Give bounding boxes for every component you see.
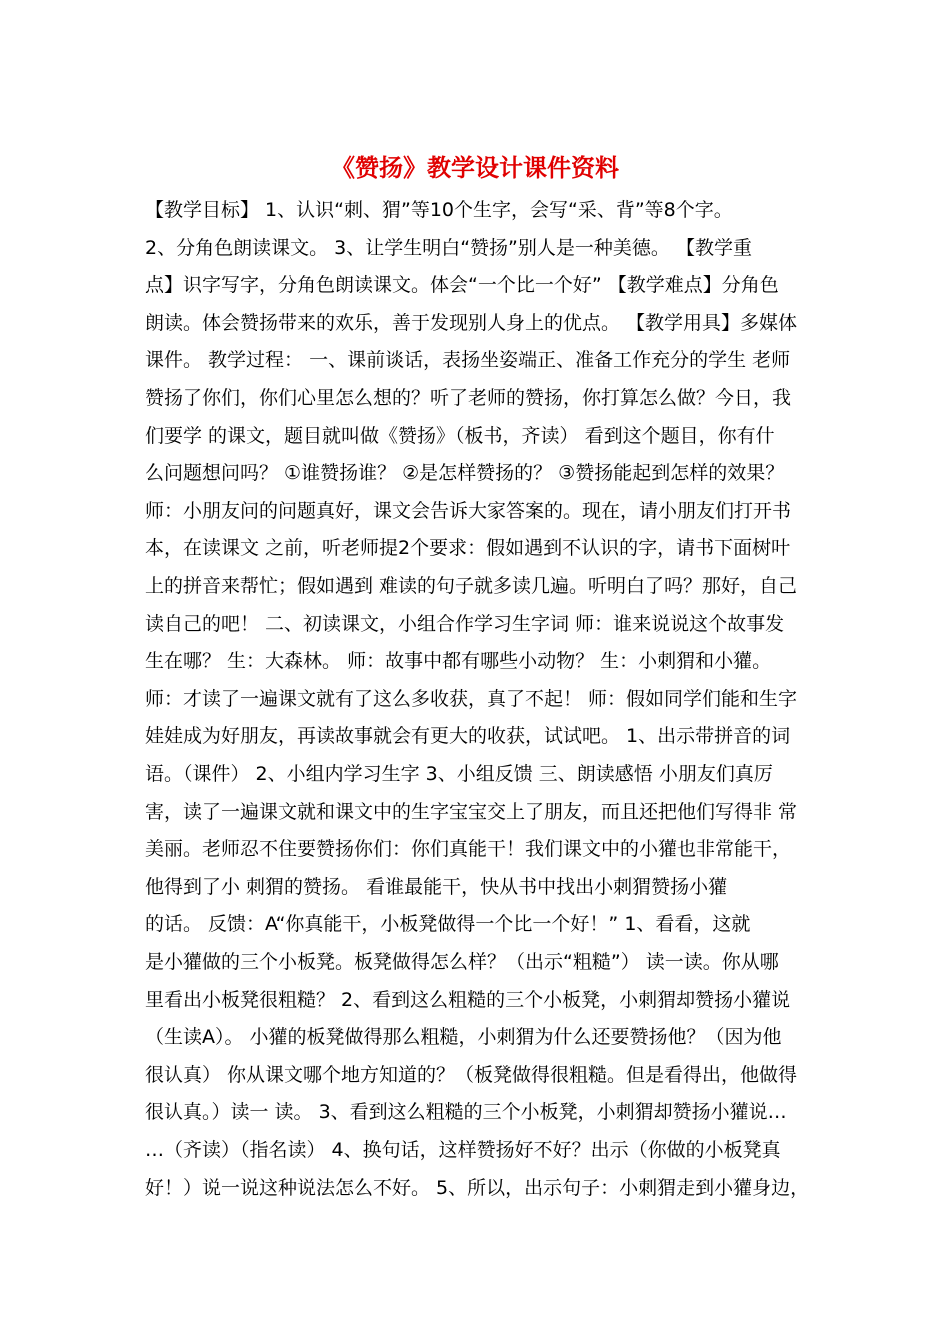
text-line: 2、分角色朗读课文。 3、让学生明白“赞扬”别人是一种美德。 【教学重 bbox=[145, 236, 752, 259]
text-line: 们要学 的课文，题目就叫做《赞扬》（板书，齐读） 看到这个题目，你有什 bbox=[145, 424, 775, 447]
text-line: …（齐读）（指名读） 4、换句话，这样赞扬好不好？出示（你做的小板凳真 bbox=[145, 1139, 781, 1161]
text-line: 里看出小板凳很粗糙？ 2、看到这么粗糙的三个小板凳，小刺猬却赞扬小獾说 bbox=[145, 988, 791, 1011]
text-line: 美丽。老师忍不住要赞扬你们：你们真能干！我们课文中的小獾也非常能干， bbox=[145, 838, 792, 861]
text-line: 语。（课件） 2、小组内学习生字 3、小组反馈 三、朗读感悟 小朋友们真厉 bbox=[145, 763, 773, 785]
text-line: 么问题想问吗？ ①谁赞扬谁？ ②是怎样赞扬的？ ③赞扬能起到怎样的效果？ bbox=[145, 462, 785, 485]
text-line: 赞扬了你们，你们心里怎么想的？听了老师的赞扬，你打算怎么做？今日，我 bbox=[145, 387, 792, 409]
text-line: 很认真） 你从课文哪个地方知道的？（板凳做得很粗糙。但是看得出，他做得 bbox=[145, 1063, 798, 1086]
text-line: 【教学目标】 1、认识“刺、猬”等10个生字，会写“采、背”等8个字。 bbox=[145, 199, 733, 221]
document-title: 《赞扬》教学设计课件资料 bbox=[331, 154, 619, 182]
text-line: 朗读。体会赞扬带来的欢乐，善于发现别人身上的优点。 【教学用具】多媒体 bbox=[145, 311, 798, 334]
text-line: 害，读了一遍课文就和课文中的生字宝宝交上了朋友，而且还把他们写得非 常 bbox=[145, 800, 798, 823]
text-line: 好！）说一说这种说法怎么不好。 5、所以，出示句子：小刺猬走到小獾身边， bbox=[145, 1176, 810, 1199]
text-line: 生在哪？ 生：大森林。 师：故事中都有哪些小动物？ 生：小刺猬和小獾。 bbox=[145, 650, 772, 673]
text-line: 是小獾做的三个小板凳。板凳做得怎么样？（出示“粗糙”） 读一读。你从哪 bbox=[145, 951, 779, 973]
text-line: 点】识字写字，分角色朗读课文。体会“一个比一个好” 【教学难点】分角色 bbox=[145, 274, 779, 297]
text-line: 很认真。）读一 读。 3、看到这么粗糙的三个小板凳，小刺猬却赞扬小獾说… bbox=[145, 1101, 787, 1124]
text-line: 师：才读了一遍课文就有了这么多收获，真了不起！ 师：假如同学们能和生字 bbox=[145, 687, 798, 710]
text-line: 的话。 反馈：A“你真能干，小板凳做得一个比一个好！” 1、看看，这就 bbox=[145, 913, 751, 936]
text-line: 他得到了小 刺猬的赞扬。 看谁最能干，快从书中找出小刺猬赞扬小獾 bbox=[145, 875, 728, 898]
text-line: 本，在读课文 之前，听老师提2个要求：假如遇到不认识的字，请书下面树叶 bbox=[145, 537, 791, 560]
text-line: 读自己的吧！ 二、初读课文，小组合作学习生字词 师：谁来说说这个故事发 bbox=[145, 612, 785, 635]
text-line: 师：小朋友问的问题真好，课文会告诉大家答案的。现在，请小朋友们打开书 bbox=[145, 499, 792, 522]
text-line: 娃娃成为好朋友，再读故事就会有更大的收获，试试吧。 1、出示带拼音的词 bbox=[145, 725, 791, 748]
text-line: 课件。 教学过程： 一、课前谈话，表扬坐姿端正、准备工作充分的学生 老师 bbox=[145, 349, 791, 372]
text-line: （生读A）。 小獾的板凳做得那么粗糙，小刺猬为什么还要赞扬他？（因为他 bbox=[145, 1026, 782, 1049]
text-line: 上的拼音来帮忙；假如遇到 难读的句子就多读几遍。听明白了吗？那好，自己 bbox=[145, 575, 798, 597]
